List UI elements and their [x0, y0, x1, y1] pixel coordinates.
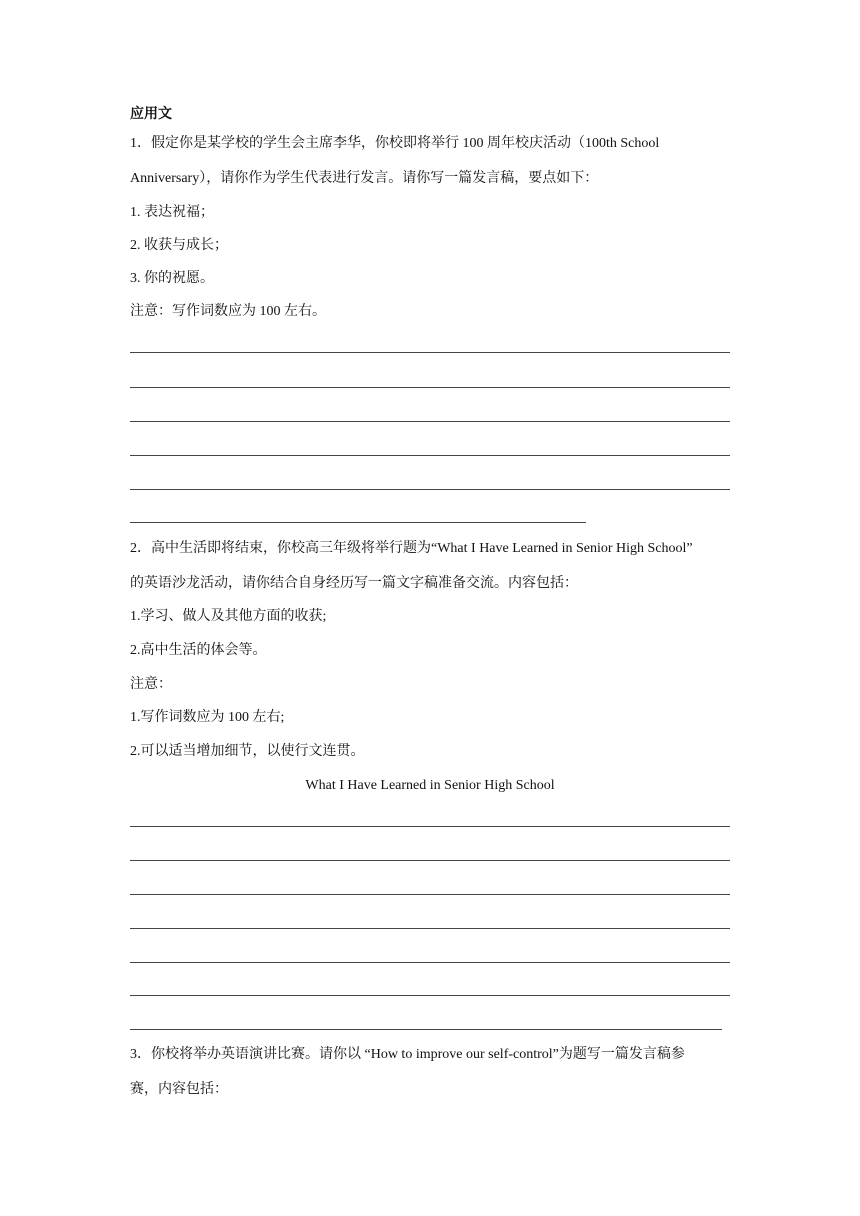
- q1-point-3: 3. 你的祝愿。: [130, 271, 214, 286]
- q2-answer-line[interactable]: [130, 860, 730, 861]
- q2-note-1: 1.写作词数应为 100 左右;: [130, 710, 285, 725]
- q2-answer-line[interactable]: [130, 894, 730, 895]
- q1-point-2: 2. 收获与成长；: [130, 238, 228, 253]
- q1-answer-line[interactable]: [130, 387, 730, 388]
- q1-prompt-line-2: Anniversary），请你作为学生代表进行发言。请你写一篇发言稿，要点如下：: [130, 171, 599, 186]
- q1-answer-line[interactable]: [130, 522, 586, 523]
- q1-answer-line[interactable]: [130, 455, 730, 456]
- q2-answer-line[interactable]: [130, 928, 730, 929]
- q2-note-2: 2.可以适当增加细节，以使行文连贯。: [130, 744, 365, 759]
- q1-answer-line[interactable]: [130, 421, 730, 422]
- q3-prompt-line-2: 赛，内容包括：: [130, 1082, 228, 1097]
- q1-prompt-line-1: 1．假定你是某学校的学生会主席李华，你校即将举行 100 周年校庆活动（100th School: [130, 136, 660, 151]
- q2-prompt-line-1: 2．高中生活即将结束，你校高三年级将举行题为“What I Have Learned in Senior High School”: [130, 541, 693, 556]
- q2-answer-line[interactable]: [130, 995, 730, 996]
- q1-note: 注意：写作词数应为 100 左右。: [130, 304, 326, 319]
- q2-answer-line[interactable]: [130, 826, 730, 827]
- q2-prompt-line-2: 的英语沙龙活动，请你结合自身经历写一篇文字稿准备交流。内容包括：: [130, 576, 578, 591]
- section-title: 应用文: [130, 106, 172, 122]
- q3-prompt-line-1: 3．你校将举办英语演讲比赛。请你以 “How to improve our self-control”为题写一篇发言稿参: [130, 1047, 685, 1062]
- q1-point-1: 1. 表达祝福；: [130, 205, 214, 220]
- q1-answer-line[interactable]: [130, 489, 730, 490]
- q2-answer-line[interactable]: [130, 1029, 722, 1030]
- q1-answer-line[interactable]: [130, 352, 730, 353]
- q2-note-label: 注意：: [130, 677, 172, 692]
- q2-point-1: 1.学习、做人及其他方面的收获;: [130, 609, 327, 624]
- q2-essay-title: What I Have Learned in Senior High School: [305, 778, 555, 793]
- q2-answer-line[interactable]: [130, 962, 730, 963]
- q2-point-2: 2.高中生活的体会等。: [130, 643, 267, 658]
